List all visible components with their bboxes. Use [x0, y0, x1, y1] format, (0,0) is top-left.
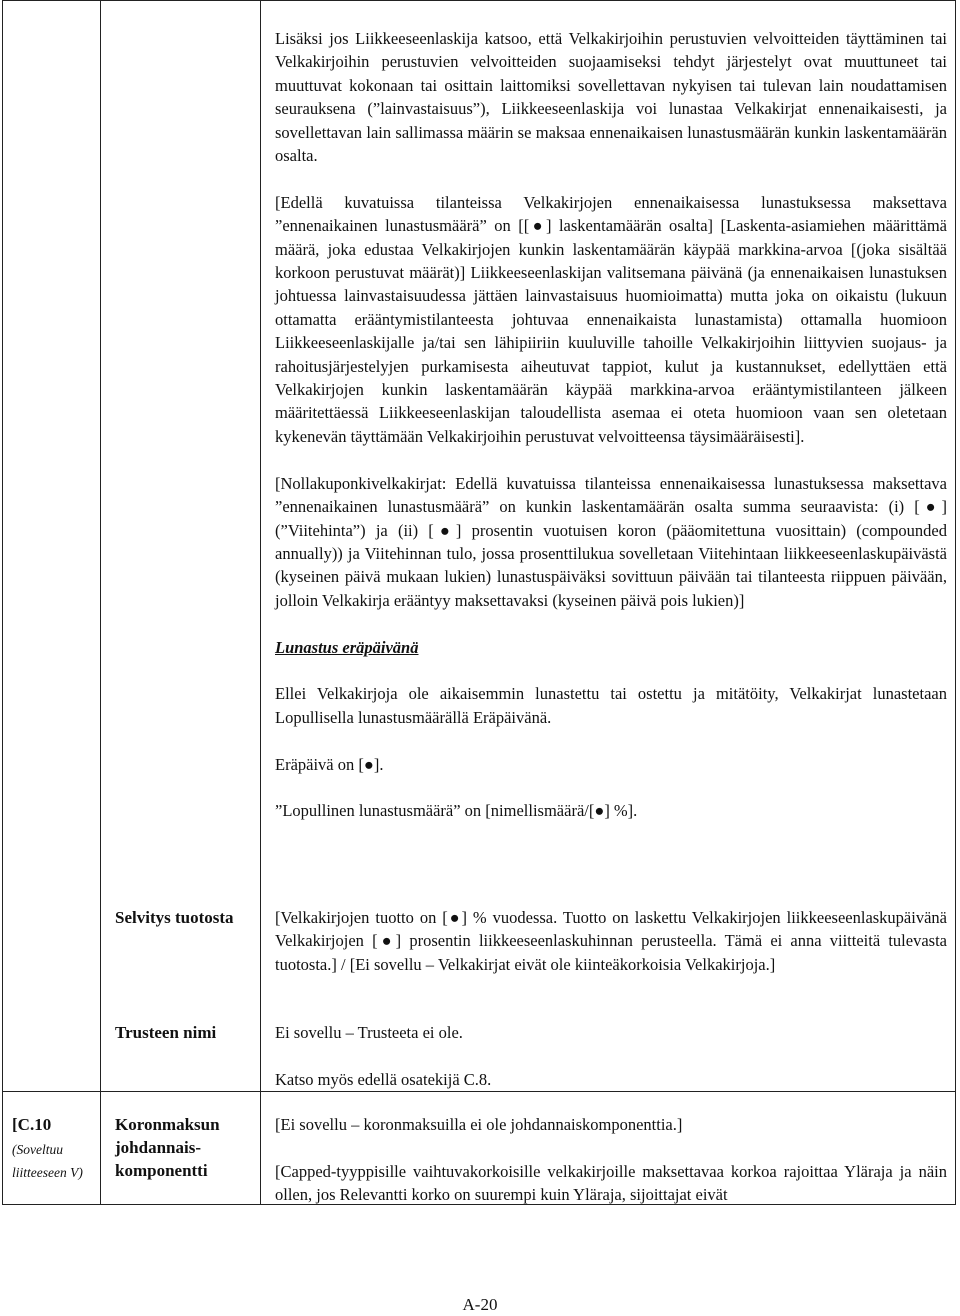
- yield-label: Selvitys tuotosta: [115, 908, 234, 927]
- trustee-see-also: Katso myös edellä osatekijä C.8.: [275, 1069, 492, 1089]
- early-redemption-amount-paragraph: [Edellä kuvatuissa tilanteissa Velkakirjojen ennenaikaisessa lunastuksessa maksettava ”ennenaikainen lunastusmäärä” on [[●] laskentamäärän osalta] [Laskenta-asiamiehen määrittämä määrä, joka edustaa Velkakirjojen kunkin laskentamäärän käypää markkina-arvoa [(joka sisältää korkoon perustuvat määrät)] Liikkeeseenlaskijan valitsemana päivänä (ja ennenaikaisen lunastuksen johtuessa lainvastaisuudessa jättäen lainvastaisuus huomioimatta) mutta joka on oikaistu (lukuun ottamatta erääntymistilanteesta johtuvaa ennenaikaista lunastamista) ottamalla huomioon Liikkeeseenlaskijalle ja/tai sen lähipiiriin kuuluville tahoille Velkakirjoihin liittyvien suojaus- ja rahoitusjärjestelyjen purkamisesta aiheutuvat tappiot, kulut ja kustannukset, edellyttäen että Velkakirjojen kunkin laskentamäärän käypää markkina-arvoa erääntymistilanteen jälkeen määritettäessä Liikkeeseenlaskijan taloudellista asemaa ei oteta huomioon vaan sen oletetaan kykenevän täyttämään Velkakirjoihin perustuvat velvoitteensa täysimääräisesti].: [275, 192, 947, 446]
- trustee-text-block: [275, 1021, 947, 1091]
- column-divider-1: [100, 0, 101, 1205]
- yield-text: [Velkakirjojen tuotto on [●] % vuodessa. Tuotto on laskettu Velkakirjojen liikkeeseenlaskupäivänä Velkakirjojen [●] prosentin liikkeeseenlaskuhinnan perusteella. Tämä ei anna viitteitä tulevasta tuotosta.] / [Ei sovellu – Velkakirjat eivät ole kiinteäkorkoisia Velkakirjoja.]: [275, 908, 947, 974]
- early-redemption-paragraph: Lisäksi jos Liikkeeseenlaskija katsoo, että Velkakirjoihin perustuvien velvoitteiden täyttäminen tai Velkakirjoihin perustuvien velvoitteiden suojaamiseksi tehdyt järjestelyt ovat muuttuneet tai muuttuvat kokonaan tai osittain laittomiksi sovellettavan nykyisen tai tulevan lain noudattamisen seurauksena (”lainvastaisuus”), Liikkeeseenlaskija voi lunastaa Velkakirjat ennenaikaisesti, ja sovellettavan lain sallimassa määrin se maksaa ennenaikaisen lunastusmäärän kunkin laskentamäärän osalta.: [275, 29, 947, 166]
- derivative-text: [Ei sovellu – koronmaksuilla ei ole johdannaiskomponenttia.]: [275, 1115, 683, 1134]
- derivative-component-label: Koronmaksun johdannais-komponentti: [115, 1115, 220, 1180]
- page-number: A-20: [462, 1295, 498, 1314]
- element-number: [C.10: [12, 1115, 52, 1134]
- maturity-redemption-paragraph: Ellei Velkakirjoja ole aikaisemmin lunastettu tai ostettu ja mitätöity, Velkakirjat lunastetaan Lopullisella lunastusmäärällä Eräpäivänä.: [275, 684, 947, 727]
- element-applicability-note: (Soveltuu liitteeseen V): [12, 1142, 83, 1180]
- column-divider-2: [260, 0, 261, 1205]
- final-redemption-amount-paragraph: ”Lopullinen lunastusmäärä” on [nimellismäärä/[●] %].: [275, 801, 638, 821]
- table-right-border: [955, 0, 956, 1205]
- yield-text-block: [275, 906, 947, 976]
- derivative-text-block: [275, 1113, 947, 1207]
- zero-coupon-paragraph: [Nollakuponkivelkakirjat: Edellä kuvatuissa tilanteissa ennenaikaisessa lunastuksessa maksettava ”ennenaikainen lunastusmäärä” on kunkin laskentamäärän osalta summa seuraavista: (i) [●] (”Viitehinta”) ja (ii) [●] prosentin vuotuisen koron (pääomitettuna vuosittain) (compounded annually)) ja Viitehinnan tulo, jossa prosenttilukua sovelletaan Viitehintaan liikkeeseenlaskupäivästä (kyseinen päivä mukaan lukien) lunastuspäiväksi sovittuun päivään tai tilanteesta riippuen päivään, jolloin Velkakirja erääntyy maksettavaksi (kyseinen päivä pois lukien)]: [275, 473, 947, 610]
- trustee-label: Trusteen nimi: [115, 1023, 217, 1042]
- table-top-rule: [2, 0, 956, 1]
- section-heading: Lunastus eräpäivänä: [275, 637, 419, 657]
- table-left-border: [2, 0, 3, 1205]
- trustee-text: Ei sovellu – Trusteeta ei ole.: [275, 1023, 463, 1042]
- main-text-block: [275, 27, 947, 823]
- maturity-date-paragraph: Eräpäivä on [●].: [275, 754, 384, 774]
- capped-floating-text: [Capped-tyyppisille vaihtuvakorkoisille velkakirjoille maksettavaa korkoa rajoittaa Yläraja ja näin ollen, jos Relevantti korko on suurempi kuin Yläraja, sijoittajat eivät: [275, 1161, 947, 1205]
